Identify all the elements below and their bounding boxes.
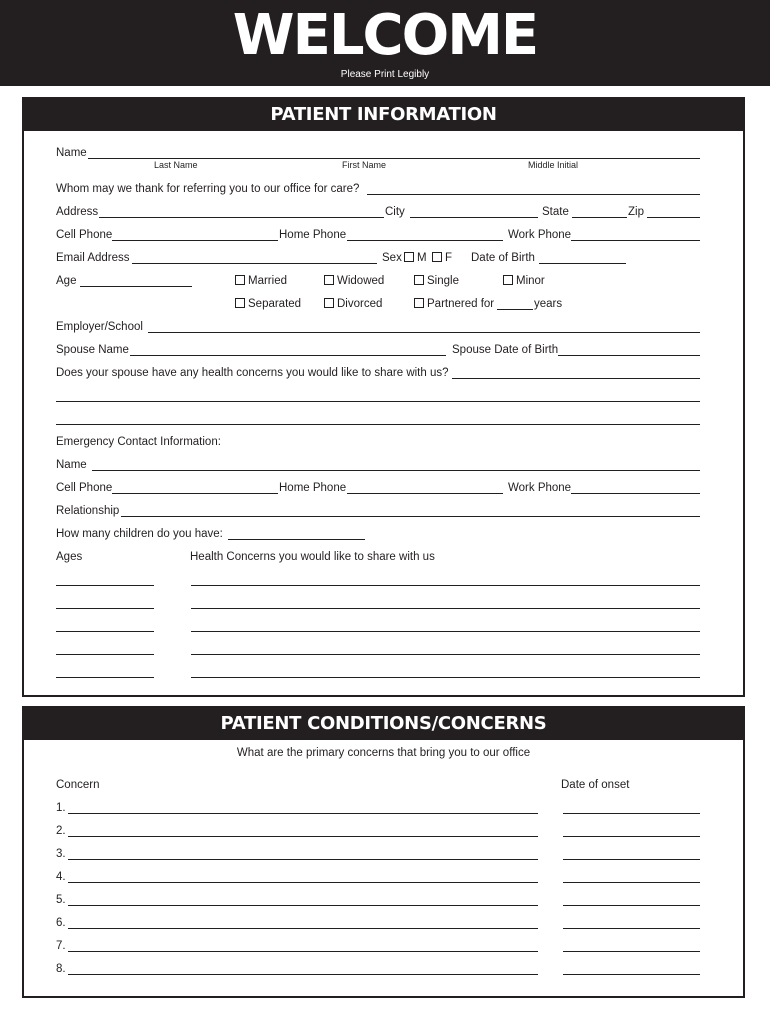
city-field[interactable] [410,217,538,218]
concern-row [56,823,700,839]
state-label: State [542,206,569,218]
health-concerns-label: Health Concerns you would like to share with us [190,551,435,563]
dob-label: Date of Birth [471,252,535,264]
children-row [56,526,700,542]
spouse-health-line-3 [56,411,700,427]
onset-label: Date of onset [561,779,630,791]
female-label: F [445,252,453,264]
age-field[interactable] [80,286,192,287]
concern-number: 3. [56,848,66,860]
ec-phones-row [56,480,700,496]
work-phone-label: Work Phone [508,229,572,241]
ec-cell-field[interactable] [112,493,278,494]
spouse-health-row [56,365,700,381]
concern-number: 6. [56,917,66,929]
zip-label: Zip [628,206,644,218]
phones-row [56,227,700,243]
onset-field[interactable] [563,813,700,814]
child-health-field[interactable] [191,677,700,678]
work-phone-field[interactable] [571,240,700,241]
dob-field[interactable] [539,263,626,264]
relationship-field[interactable] [121,516,700,517]
child-health-field[interactable] [191,631,700,632]
blank-line[interactable] [56,401,700,402]
ec-name-row [56,457,700,473]
concern-field[interactable] [68,928,538,929]
concern-row [56,892,700,908]
onset-field[interactable] [563,928,700,929]
conditions-prompt-row [24,745,743,761]
blank-line[interactable] [56,424,700,425]
years-label: years [534,298,563,310]
onset-field[interactable] [563,951,700,952]
spouse-health-field[interactable] [452,378,700,379]
divorced-label: Divorced [337,298,383,310]
concern-row [56,961,700,977]
concern-field[interactable] [68,836,538,837]
spouse-name-field[interactable] [130,355,446,356]
married-checkbox[interactable] [235,275,245,285]
email-row [56,250,700,266]
spouse-name-label: Spouse Name [56,344,129,356]
spouse-health-line-2 [56,388,700,404]
separated-label: Separated [248,298,302,310]
child-health-field[interactable] [191,654,700,655]
married-label: Married [248,275,287,287]
children-label: How many children do you have: [56,528,223,540]
name-label: Name [56,147,87,159]
home-phone-label: Home Phone [279,229,347,241]
emergency-heading: Emergency Contact Information: [56,436,221,448]
concern-number: 2. [56,825,66,837]
children-field[interactable] [228,539,365,540]
email-label: Email Address [56,252,130,264]
conditions-prompt: What are the primary concerns that bring you to our office [236,747,531,759]
spouse-health-label: Does your spouse have any health concerns you would like to share with us? [56,367,449,379]
partnered-checkbox[interactable] [414,298,424,308]
concern-field[interactable] [68,813,538,814]
section-title: PATIENT CONDITIONS/CONCERNS [24,708,743,740]
page-title: WELCOME [232,3,538,68]
concern-number: 7. [56,940,66,952]
cell-phone-label: Cell Phone [56,229,113,241]
child-row [56,664,700,680]
female-checkbox[interactable] [432,252,442,262]
child-row [56,641,700,657]
widowed-checkbox[interactable] [324,275,334,285]
single-label: Single [427,275,459,287]
patient-information-section [22,97,745,697]
patient-conditions-section [22,706,745,998]
ages-header-row [56,549,700,565]
first-name-caption: First Name [342,160,387,170]
ages-label: Ages [56,551,83,563]
spouse-dob-label: Spouse Date of Birth [452,344,559,356]
single-checkbox[interactable] [414,275,424,285]
concern-field[interactable] [68,859,538,860]
concern-label: Concern [56,779,100,791]
email-field[interactable] [132,263,377,264]
address-row [56,204,700,220]
name-field[interactable] [88,158,700,159]
marital-row-2 [56,296,700,312]
partnered-years-field[interactable] [497,309,533,310]
home-phone-field[interactable] [347,240,503,241]
onset-field[interactable] [563,859,700,860]
employer-label: Employer/School [56,321,143,333]
referral-field[interactable] [367,194,700,195]
concern-number: 5. [56,894,66,906]
concern-field[interactable] [68,951,538,952]
concern-number: 4. [56,871,66,883]
ec-work-field[interactable] [571,493,700,494]
concern-number: 1. [56,802,66,814]
child-health-field[interactable] [191,585,700,586]
child-age-field[interactable] [56,585,154,586]
concern-field[interactable] [68,882,538,883]
ec-cell-label: Cell Phone [56,482,113,494]
concern-row [56,869,700,885]
state-field[interactable] [572,217,627,218]
child-health-field[interactable] [191,608,700,609]
header-banner [0,0,770,86]
middle-initial-caption: Middle Initial [528,160,579,170]
concern-number: 8. [56,963,66,975]
relationship-row [56,503,700,519]
spouse-dob-field[interactable] [558,355,700,356]
widowed-label: Widowed [337,275,385,287]
onset-field[interactable] [563,905,700,906]
partnered-label: Partnered for [427,298,495,310]
child-age-field[interactable] [56,608,154,609]
relationship-label: Relationship [56,505,120,517]
onset-field[interactable] [563,882,700,883]
section-title: PATIENT INFORMATION [24,99,743,131]
concern-row [56,800,700,816]
male-checkbox[interactable] [404,252,414,262]
name-row [56,145,700,161]
ec-home-field[interactable] [347,493,503,494]
male-label: M [417,252,427,264]
employer-field[interactable] [148,332,700,333]
onset-field[interactable] [563,836,700,837]
separated-checkbox[interactable] [235,298,245,308]
minor-label: Minor [516,275,545,287]
emergency-heading-row [56,434,700,450]
concern-field[interactable] [68,974,538,975]
last-name-caption: Last Name [154,160,198,170]
sex-label: Sex [382,252,402,264]
divorced-checkbox[interactable] [324,298,334,308]
conditions-header-row [56,777,700,793]
referral-label: Whom may we thank for referring you to our office for care? [56,183,360,195]
address-field[interactable] [99,217,384,218]
child-row [56,618,700,634]
child-age-field[interactable] [56,677,154,678]
zip-field[interactable] [647,217,700,218]
address-label: Address [56,206,99,218]
concern-row [56,846,700,862]
child-row [56,572,700,588]
child-age-field[interactable] [56,631,154,632]
child-row [56,595,700,611]
referral-row [56,181,700,197]
ec-name-field[interactable] [92,470,700,471]
minor-checkbox[interactable] [503,275,513,285]
concern-row [56,915,700,931]
concern-field[interactable] [68,905,538,906]
cell-phone-field[interactable] [112,240,278,241]
employer-row [56,319,700,335]
ec-work-label: Work Phone [508,482,572,494]
concern-row [56,938,700,954]
onset-field[interactable] [563,974,700,975]
ec-name-label: Name [56,459,87,471]
city-label: City [385,206,405,218]
age-label: Age [56,275,77,287]
spouse-row [56,342,700,358]
child-age-field[interactable] [56,654,154,655]
page-subtitle: Please Print Legibly [340,69,430,80]
ec-home-label: Home Phone [279,482,347,494]
age-row [56,273,700,289]
